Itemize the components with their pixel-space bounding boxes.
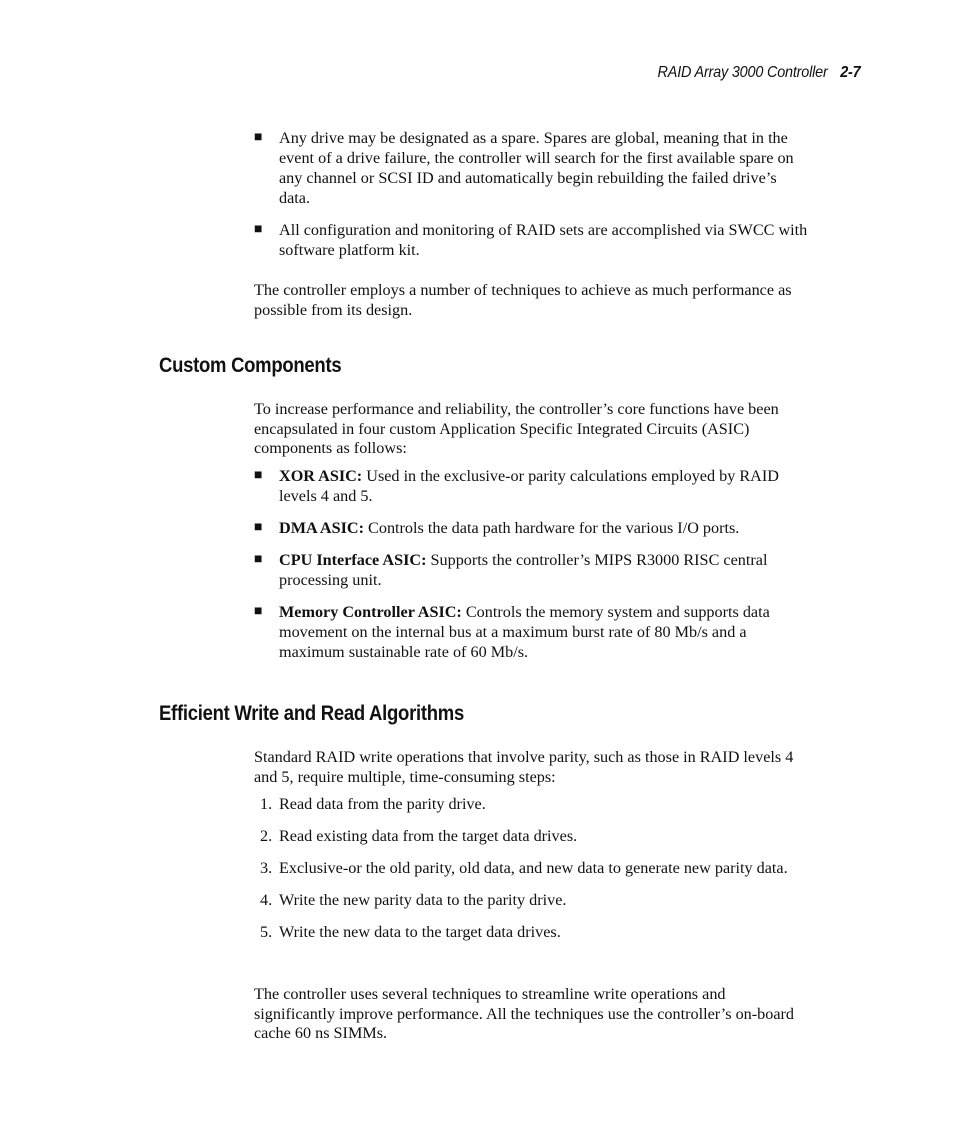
square-bullet-icon: ■ [254,519,263,535]
list-item [254,858,809,878]
asic-list [254,466,809,662]
page-header [657,64,860,82]
list-item [254,890,809,910]
list-item [254,794,809,814]
step-number: 3. [260,859,273,878]
step-text: Read existing data from the target data drives. [279,827,578,846]
list-item [254,602,809,662]
page-number: 2-7 [839,64,860,81]
term-description: Used in the exclusive-or parity calculations employed by RAID levels 4 and 5. [279,466,779,505]
step-number: 4. [260,891,273,910]
term-label: CPU Interface ASIC: [279,550,427,569]
top-bullet-list-block [254,128,809,272]
square-bullet-icon: ■ [254,603,263,619]
closing-paragraph-block [254,985,809,1044]
step-text: Exclusive-or the old parity, old data, and new data to generate new parity data. [279,859,788,878]
body-paragraph: Standard RAID write operations that involve parity, such as those in RAID levels 4 and 5, require multiple, time-consuming steps: [254,748,794,786]
section-heading-efficient-algorithms: Efficient Write and Read Algorithms [159,702,464,725]
term-label: DMA ASIC: [279,518,364,537]
term-label: XOR ASIC: [279,466,363,485]
efficient-algorithms-block [254,748,809,954]
step-text: Read data from the parity drive. [279,795,486,814]
bullet-text: All configuration and monitoring of RAID sets are accomplished via SWCC with software platform kit. [279,221,808,259]
square-bullet-icon: ■ [254,222,263,237]
list-item [254,826,809,846]
step-text: Write the new parity data to the parity drive. [279,891,567,910]
bullet-text: Any drive may be designated as a spare. Spares are global, meaning that in the event of a drive failure, the controller will search for the first available spare on any channel or SCSI ID and automatically begin rebuilding the failed drive’s data. [279,129,794,207]
square-bullet-icon: ■ [254,467,263,483]
body-paragraph: To increase performance and reliability, the controller’s core functions have been encapsulated in four custom Application Specific Integrated Circuits (ASIC) components as follows: [254,400,779,458]
custom-components-block [254,400,809,674]
step-number: 5. [260,923,273,942]
write-steps-list [254,794,809,942]
top-bullet-list [254,128,809,260]
running-title: RAID Array 3000 Controller [657,64,828,81]
term-description: Controls the data path hardware for the various I/O ports. [364,518,740,537]
body-paragraph: The controller uses several techniques to streamline write operations and significantly improve performance. All the techniques use the controller’s on-board cache 60 ns SIMMs. [254,985,795,1043]
step-number: 2. [260,827,273,846]
term-label: Memory Controller ASIC: [279,602,462,621]
list-item [254,550,809,590]
section-heading-custom-components: Custom Components [159,354,342,377]
list-item [254,922,809,942]
list-item [254,220,809,260]
list-item [254,518,809,538]
step-number: 1. [260,795,273,814]
term-description: Controls the memory system and supports data movement on the internal bus at a maximum burst rate of 80 Mb/s and a maximum sustainable rate of 60 Mb/s. [279,602,770,661]
square-bullet-icon: ■ [254,130,263,145]
body-paragraph: The controller employs a number of techniques to achieve as much performance as possible from its design. [254,281,792,319]
step-text: Write the new data to the target data drives. [279,923,561,942]
list-item [254,466,809,506]
intro-paragraph-block [254,281,809,320]
square-bullet-icon: ■ [254,551,263,567]
list-item [254,128,809,208]
term-description: Supports the controller’s MIPS R3000 RISC central processing unit. [279,550,768,589]
